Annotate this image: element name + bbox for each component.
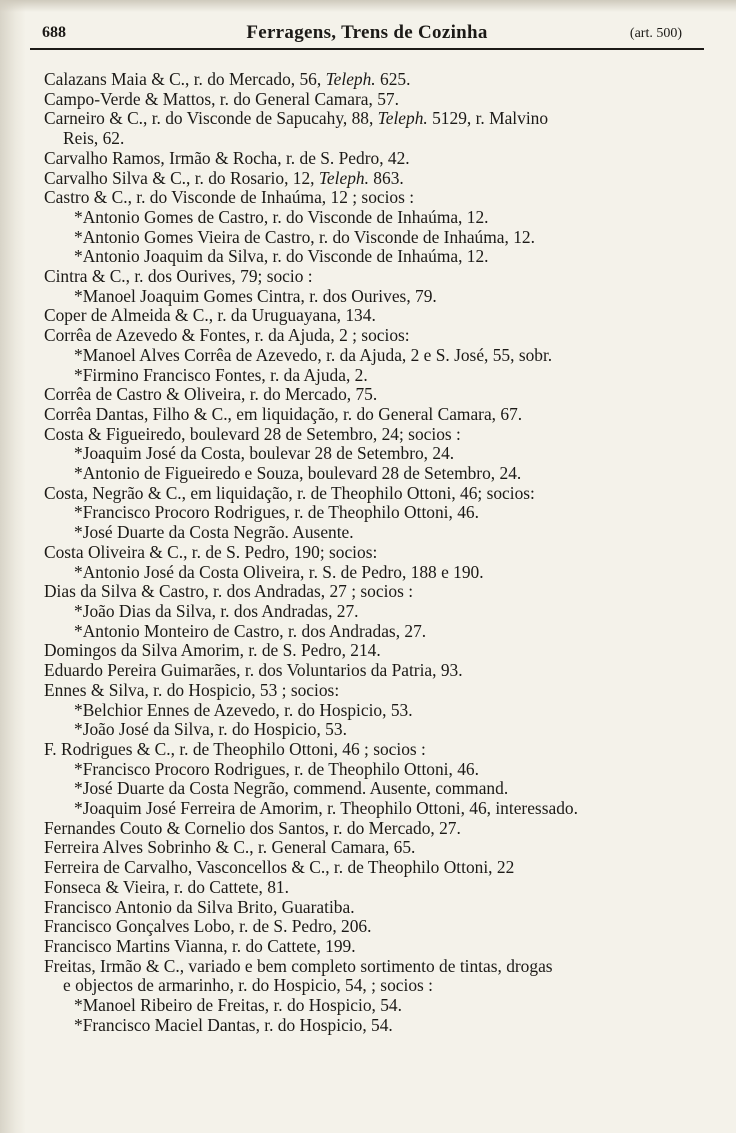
firm-entry <box>44 898 694 918</box>
entry-text: Costa, Negrão & C., em liquidação, r. de Theophilo Ottoni, 46; socios: <box>44 482 535 503</box>
partner-line: *Antonio Monteiro de Castro, r. dos Andradas, 27. <box>74 620 427 641</box>
entry-text: Castro & C., r. do Visconde de Inhaúma, 12 ; socios : <box>44 187 415 208</box>
firm-entry <box>44 681 694 701</box>
firm-entry <box>44 405 694 425</box>
firm-entry <box>44 306 694 326</box>
entry-text: Carvalho Ramos, Irmão & Rocha, r. de S. Pedro, 42. <box>44 147 410 168</box>
firm-entry <box>44 169 694 189</box>
firm-entry <box>44 188 694 208</box>
firm-entry <box>44 385 694 405</box>
entry-list <box>44 70 694 1035</box>
partner-line: *Francisco Procoro Rodrigues, r. de Theophilo Ottoni, 46. <box>74 502 479 523</box>
firm-entry <box>44 582 694 602</box>
firm-entry <box>44 661 694 681</box>
entry-text: Fonseca & Vieira, r. do Cattete, 81. <box>44 876 289 897</box>
firm-entry <box>44 957 694 996</box>
entry-text: Francisco Antonio da Silva Brito, Guaratiba. <box>44 896 355 917</box>
partner-line: *João Dias da Silva, r. dos Andradas, 27. <box>74 600 359 621</box>
page-edge-shadow <box>0 0 26 1133</box>
firm-entry <box>44 838 694 858</box>
partner-line: *Joaquim José Ferreira de Amorim, r. Theophilo Ottoni, 46, interessado. <box>74 798 578 819</box>
page-number: 688 <box>42 24 66 41</box>
firm-entry <box>44 149 694 169</box>
entry-text: Fernandes Couto & Cornelio dos Santos, r. do Mercado, 27. <box>44 817 461 838</box>
entry-text: Ferreira de Carvalho, Vasconcellos & C., r. de Theophilo Ottoni, 22 <box>44 857 515 878</box>
firm-entry <box>44 90 694 110</box>
entry-text: Francisco Gonçalves Lobo, r. de S. Pedro, 206. <box>44 916 372 937</box>
partner-line: *José Duarte da Costa Negrão, commend. Ausente, command. <box>74 778 509 799</box>
page-top-shadow <box>0 0 736 12</box>
firm-entry <box>44 543 694 563</box>
telephone-abbrev: Teleph. <box>325 69 376 89</box>
entry-text: Ferreira Alves Sobrinho & C., r. General Camara, 65. <box>44 837 416 858</box>
entry-text: Corrêa de Castro & Oliveira, r. do Mercado, 75. <box>44 384 378 405</box>
firm-entry <box>44 326 694 346</box>
entry-text: Carvalho Silva & C., r. do Rosario, 12, <box>44 167 319 188</box>
entry-text: Cintra & C., r. dos Ourives, 79; socio : <box>44 266 313 287</box>
entry-text: 625. <box>375 69 411 89</box>
firm-entry <box>44 819 694 839</box>
firm-entry <box>44 858 694 878</box>
entry-text: F. Rodrigues & C., r. de Theophilo Ottoni, 46 ; socios : <box>44 738 426 759</box>
entry-continuation: e objectos de armarinho, r. do Hospicio, 54, ; socios : <box>63 975 433 996</box>
firm-entry <box>44 484 694 504</box>
telephone-abbrev: Teleph. <box>377 108 428 129</box>
entry-text: Domingos da Silva Amorim, r. de S. Pedro, 214. <box>44 640 381 661</box>
partner-line: *Firmino Francisco Fontes, r. da Ajuda, 2. <box>74 364 368 385</box>
firm-entry <box>44 937 694 957</box>
entry-text: Dias da Silva & Castro, r. dos Andradas, 27 ; socios : <box>44 581 414 602</box>
partner-line: *Manoel Joaquim Gomes Cintra, r. dos Ourives, 79. <box>74 285 437 306</box>
entry-text: Costa Oliveira & C., r. de S. Pedro, 190; socios: <box>44 541 378 562</box>
firm-entry <box>44 267 694 287</box>
partner-line: *Antonio de Figueiredo e Souza, boulevard 28 de Setembro, 24. <box>74 463 522 484</box>
partner-line: *Belchior Ennes de Azevedo, r. do Hospicio, 53. <box>74 699 413 720</box>
firm-entry <box>44 740 694 760</box>
entry-text: 5129, r. Malvino <box>427 108 549 129</box>
partner-line: *Manoel Ribeiro de Freitas, r. do Hospicio, 54. <box>74 995 402 1016</box>
partner-line: *Francisco Procoro Rodrigues, r. de Theophilo Ottoni, 46. <box>74 758 479 779</box>
entry-text: Campo-Verde & Mattos, r. do General Camara, 57. <box>44 88 399 109</box>
entry-text: Corrêa de Azevedo & Fontes, r. da Ajuda, 2 ; socios: <box>44 325 410 346</box>
running-title: Ferragens, Trens de Cozinha <box>246 22 488 43</box>
entry-text: Eduardo Pereira Guimarães, r. dos Voluntarios da Patria, 93. <box>44 660 463 681</box>
firm-entry <box>44 70 694 90</box>
firm-entry <box>44 109 694 148</box>
entry-text: Costa & Figueiredo, boulevard 28 de Setembro, 24; socios : <box>44 423 461 444</box>
partner-line: *Francisco Maciel Dantas, r. do Hospicio, 54. <box>74 1014 393 1035</box>
entry-text: Ennes & Silva, r. do Hospicio, 53 ; socios: <box>44 679 340 700</box>
firm-entry <box>44 641 694 661</box>
firm-entry <box>44 878 694 898</box>
telephone-abbrev: Teleph. <box>318 167 369 188</box>
entry-text: Corrêa Dantas, Filho & C., em liquidação, r. do General Camara, 67. <box>44 403 523 424</box>
partner-line: *Antonio Gomes Vieira de Castro, r. do Visconde de Inhaúma, 12. <box>74 226 535 247</box>
entry-text: 863. <box>368 167 404 188</box>
partner-line: *João José da Silva, r. do Hospicio, 53. <box>74 719 347 740</box>
firm-entry <box>44 425 694 445</box>
partner-line: *Antonio Joaquim da Silva, r. do Visconde de Inhaúma, 12. <box>74 246 489 267</box>
partner-line: *Antonio Gomes de Castro, r. do Visconde de Inhaúma, 12. <box>74 206 489 227</box>
partner-line: *Antonio José da Costa Oliveira, r. S. de Pedro, 188 e 190. <box>74 561 484 582</box>
entry-text: Calazans Maia & C., r. do Mercado, 56, <box>44 69 326 89</box>
entry-text: Coper de Almeida & C., r. da Uruguayana, 134. <box>44 305 376 326</box>
entry-text: Freitas, Irmão & C., variado e bem completo sortimento de tintas, drogas <box>44 955 553 976</box>
partner-line: *Joaquim José da Costa, boulevar 28 de Setembro, 24. <box>74 443 455 464</box>
partner-line: *Manoel Alves Corrêa de Azevedo, r. da Ajuda, 2 e S. José, 55, sobr. <box>74 344 553 365</box>
entry-text: Carneiro & C., r. do Visconde de Sapucahy, 88, <box>44 108 378 129</box>
entry-continuation: Reis, 62. <box>63 128 125 149</box>
firm-entry <box>44 917 694 937</box>
article-reference: (art. 500) <box>629 26 682 41</box>
partner-line: *José Duarte da Costa Negrão. Ausente. <box>74 522 354 543</box>
page-header <box>30 22 704 50</box>
entry-text: Francisco Martins Vianna, r. do Cattete, 199. <box>44 935 356 956</box>
